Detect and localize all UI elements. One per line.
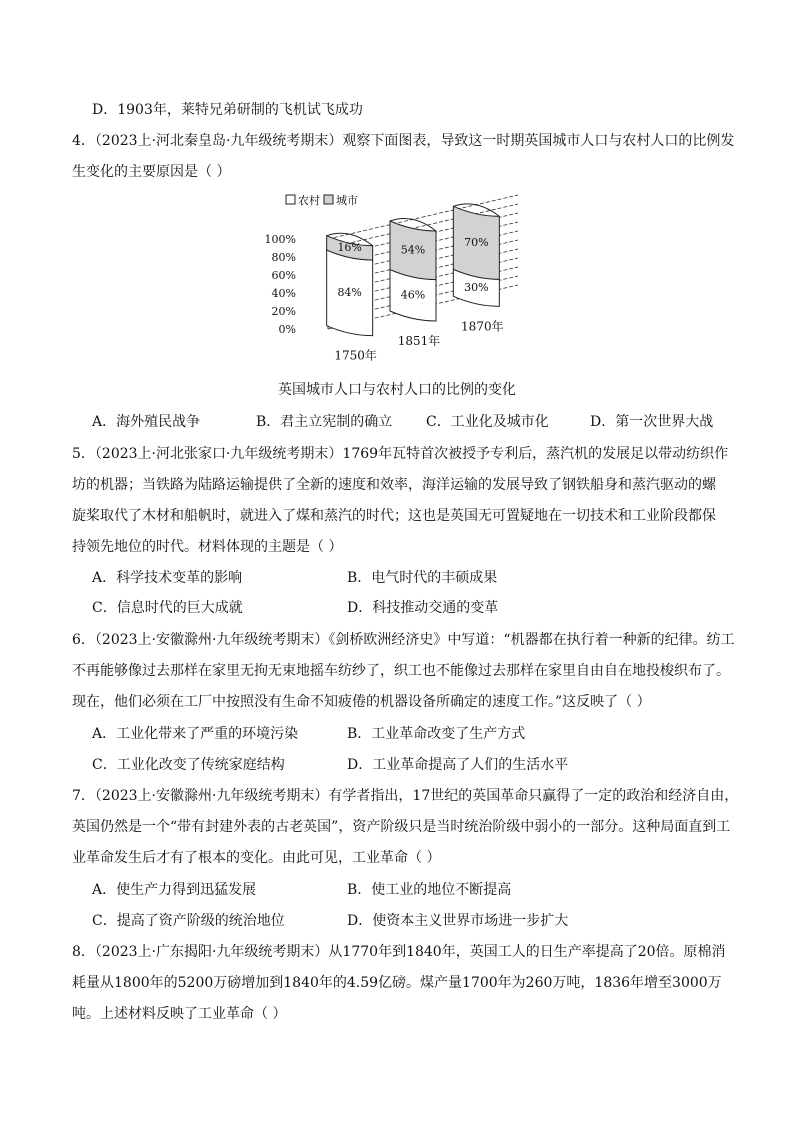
q7-stem-line: 英国仍然是一个“带有封建外表的古老英国”，资产阶级只是当时统治阶级中弱小的一部分。这种局面直到工 — [72, 819, 731, 835]
q4-stem-line: 生变化的主要原因是（ ） — [72, 164, 231, 180]
q5-option-a[interactable]: A．科学技术变革的影响 — [92, 570, 243, 586]
y-tick-label: 60% — [271, 269, 296, 282]
q5-stem-line: 旋桨取代了木材和船帆时，就进入了煤和蒸汽的时代；这也是英国无可置疑地在一切技术和工业阶段都保 — [72, 508, 716, 524]
y-tick-label: 20% — [271, 305, 296, 318]
y-tick-label: 80% — [271, 251, 296, 264]
q6-option-c[interactable]: C．工业化改变了传统家庭结构 — [92, 757, 285, 773]
q3-option-d: D．1903年，莱特兄弟研制的飞机试飞成功 — [92, 102, 363, 118]
q4-option-d[interactable]: D．第一次世界大战 — [590, 414, 714, 430]
legend-label: 城市 — [336, 194, 358, 207]
y-tick-label: 100% — [264, 233, 296, 246]
legend-swatch — [286, 195, 295, 204]
q6-option-a[interactable]: A．工业化带来了严重的环境污染 — [92, 726, 299, 742]
legend-label: 农村 — [298, 194, 320, 207]
chart-bars — [327, 204, 500, 336]
bar-label-urban: 16% — [337, 240, 362, 254]
q5-stem-line: 持领先地位的时代。材料体现的主题是（ ） — [72, 539, 343, 555]
y-tick-label: 0% — [278, 323, 296, 336]
q8-stem-line: 8．（2023上·广东揭阳·九年级统考期末）从1770年到1840年，英国工人的日生产率提高了20倍。原棉消 — [72, 944, 726, 960]
q5-stem-line: 5．（2023上·河北张家口·九年级统考期末）1769年瓦特首次被授予专利后，蒸汽机的发展足以带动纺织作 — [72, 446, 729, 462]
q8-stem-line: 吨。上述材料反映了工业革命（ ） — [72, 1006, 287, 1022]
q4-option-a[interactable]: A．海外殖民战争 — [92, 414, 201, 430]
population-chart — [250, 186, 550, 376]
q5-stem-line: 坊的机器；当铁路为陆路运输提供了全新的速度和效率，海洋运输的发展导致了钢铁船身和蒸汽驱动的螺 — [72, 477, 716, 493]
bar-label-urban: 70% — [464, 235, 489, 249]
q6-stem-line: 现在，他们必须在工厂中按照没有生命不知疲倦的机器设备所确定的速度工作。”这反映了（ ） — [72, 694, 651, 710]
q7-option-c[interactable]: C．提高了资产阶级的统治地位 — [92, 913, 285, 929]
q5-option-b[interactable]: B．电气时代的丰硕成果 — [347, 570, 498, 586]
y-tick-label: 40% — [271, 287, 296, 300]
q6-option-d[interactable]: D．工业革命提高了人们的生活水平 — [347, 757, 569, 773]
q4-stem-line: 4．（2023上·河北秦皇岛·九年级统考期末）观察下面图表，导致这一时期英国城市人口与农村人口的比例发 — [72, 133, 735, 149]
x-category-label: 1750年 — [334, 348, 377, 363]
q4-option-c[interactable]: C．工业化及城市化 — [426, 414, 549, 430]
q6-stem-line: 不再能够像过去那样在家里无拘无束地摇车纺纱了，织工也不能像过去那样在家里自由自在地投梭织布了。 — [72, 663, 730, 679]
bar-label-rural: 30% — [464, 280, 489, 294]
x-category-label: 1851年 — [397, 334, 441, 348]
chart-svg — [250, 186, 550, 376]
q6-option-b[interactable]: B．工业革命改变了生产方式 — [347, 726, 526, 742]
q8-stem-line: 耗量从1800年的5200万磅增加到1840年的4.59亿磅。煤产量1700年为260万吨，1836年增至3000万 — [72, 975, 722, 991]
q7-stem-line: 7．（2023上·安徽滁州·九年级统考期末）有学者指出，17世纪的英国革命只赢得了一定的政治和经济自由， — [72, 788, 739, 804]
bar-label-rural: 84% — [337, 285, 362, 299]
bar-label-urban: 54% — [400, 243, 426, 257]
q6-stem-line: 6．（2023上·安徽滁州·九年级统考期末）《剑桥欧洲经济史》中写道：“机器都在执行着一种新的纪律。纺工 — [72, 632, 735, 648]
q5-option-c[interactable]: C．信息时代的巨大成就 — [92, 600, 243, 616]
legend-swatch — [324, 195, 333, 204]
q7-option-b[interactable]: B．使工业的地位不断提高 — [347, 882, 512, 898]
q7-option-a[interactable]: A．使生产力得到迅猛发展 — [92, 882, 257, 898]
bar-label-rural: 46% — [400, 288, 426, 302]
chart-legend — [286, 193, 358, 207]
q5-option-d[interactable]: D．科技推动交通的变革 — [347, 600, 499, 616]
x-category-label: 1870年 — [461, 319, 504, 334]
q7-stem-line: 业革命发生后才有了根本的变化。由此可见，工业革命（ ） — [72, 850, 441, 866]
q7-option-d[interactable]: D．使资本主义世界市场进一步扩大 — [347, 913, 569, 929]
q4-option-b[interactable]: B．君主立宪制的确立 — [256, 414, 393, 430]
chart-title: 英国城市人口与农村人口的比例的变化 — [278, 382, 516, 398]
chart-y-ticks — [265, 233, 296, 336]
